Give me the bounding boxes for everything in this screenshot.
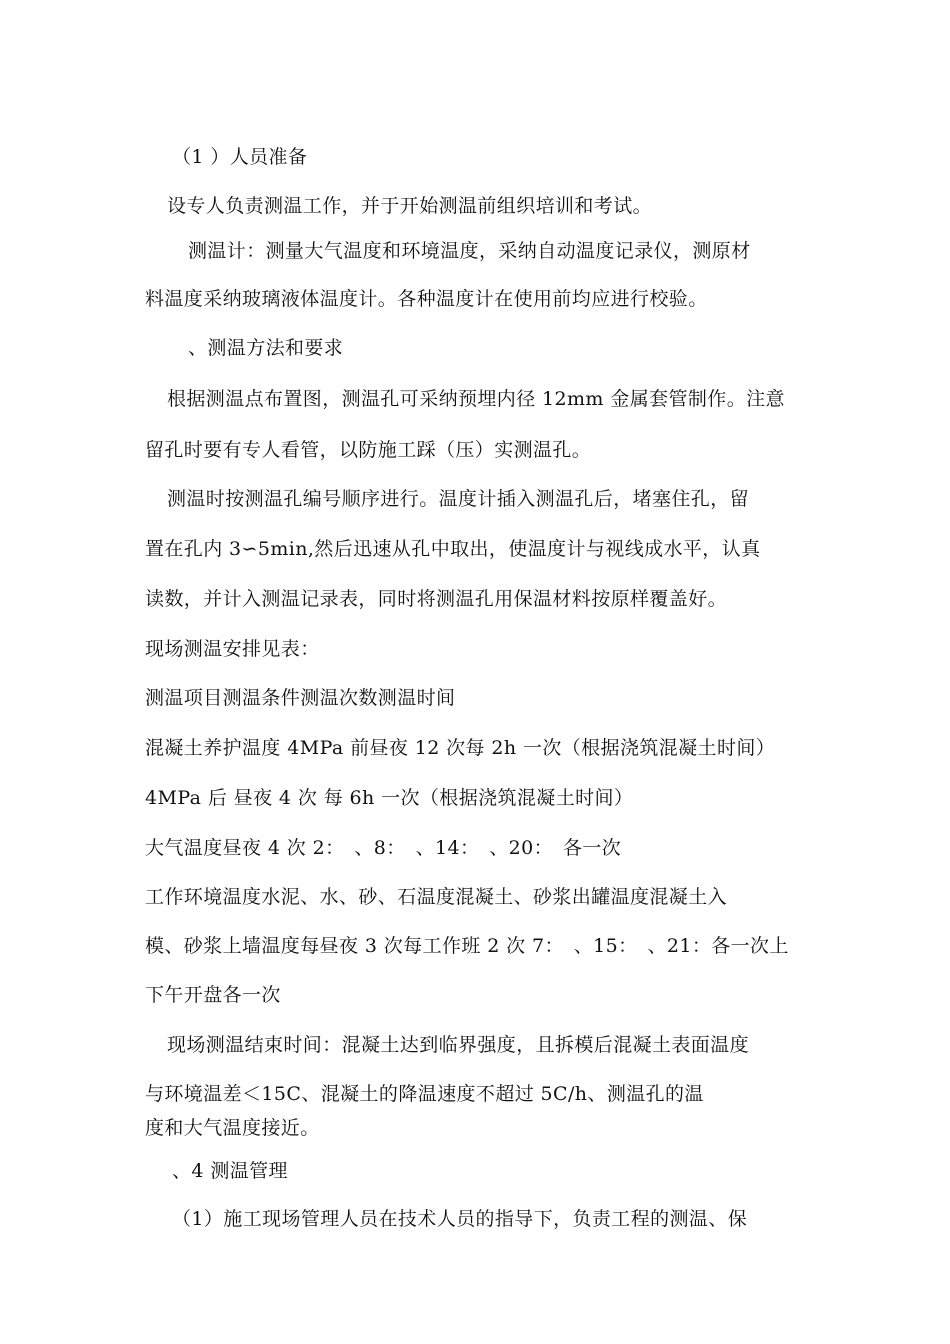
paragraph-line: （1）施工现场管理人员在技术人员的指导下，负责工程的测温、保 [172,1208,748,1230]
paragraph-line: 读数，并计入测温记录表，同时将测温孔用保温材料按原样覆盖好。 [145,588,728,610]
paragraph-line: 料温度采纳玻璃液体温度计。各种温度计在使用前均应进行校验。 [145,288,708,310]
paragraph-line: 根据测温点布置图，测温孔可采纳预埋内径 12mm 金属套管制作。注意 [167,388,785,410]
table-row-line: 模、砂浆上墙温度每昼夜 3 次每工作班 2 次 7： 、15： 、21：各一次上 [145,935,789,957]
paragraph-line: 设专人负责测温工作，并于开始测温前组织培训和考试。 [167,195,653,217]
heading-measurement-management: 、4 测温管理 [172,1160,288,1182]
paragraph-line: 现场测温安排见表： [145,638,320,660]
heading-measurement-method: 、测温方法和要求 [188,337,344,359]
paragraph-line: 置在孔内 3∽5min,然后迅速从孔中取出，使温度计与视线成水平，认真 [145,538,761,560]
table-row-line: 工作环境温度水泥、水、砂、石温度混凝土、砂浆出罐温度混凝土入 [145,886,728,908]
heading-personnel-preparation: （1 ）人员准备 [172,146,308,168]
table-row-line: 混凝土养护温度 4MPa 前昼夜 12 次每 2h 一次（根据浇筑混凝土时间） [145,737,776,759]
paragraph-line: 与环境温差＜15C、混凝土的降温速度不超过 5C/h、测温孔的温 [145,1083,704,1105]
table-row-line: 大气温度昼夜 4 次 2： 、8： 、14： 、20： 各一次 [145,837,622,859]
table-row-line: 下午开盘各一次 [145,984,281,1006]
paragraph-line: 测温计：测量大气温度和环境温度，采纳自动温度记录仪，测原材 [188,240,751,262]
paragraph-line: 测温时按测温孔编号顺序进行。温度计插入测温孔后，堵塞住孔，留 [167,488,750,510]
table-header-line: 测温项目测温条件测温次数测温时间 [145,687,456,709]
paragraph-line: 留孔时要有专人看管，以防施工踩（压）实测温孔。 [145,439,592,461]
table-row-line: 4MPa 后 昼夜 4 次 每 6h 一次（根据浇筑混凝土时间） [145,787,634,809]
paragraph-line: 度和大气温度接近。 [145,1117,320,1139]
paragraph-line: 现场测温结束时间：混凝土达到临界强度，且拆模后混凝土表面温度 [167,1034,750,1056]
